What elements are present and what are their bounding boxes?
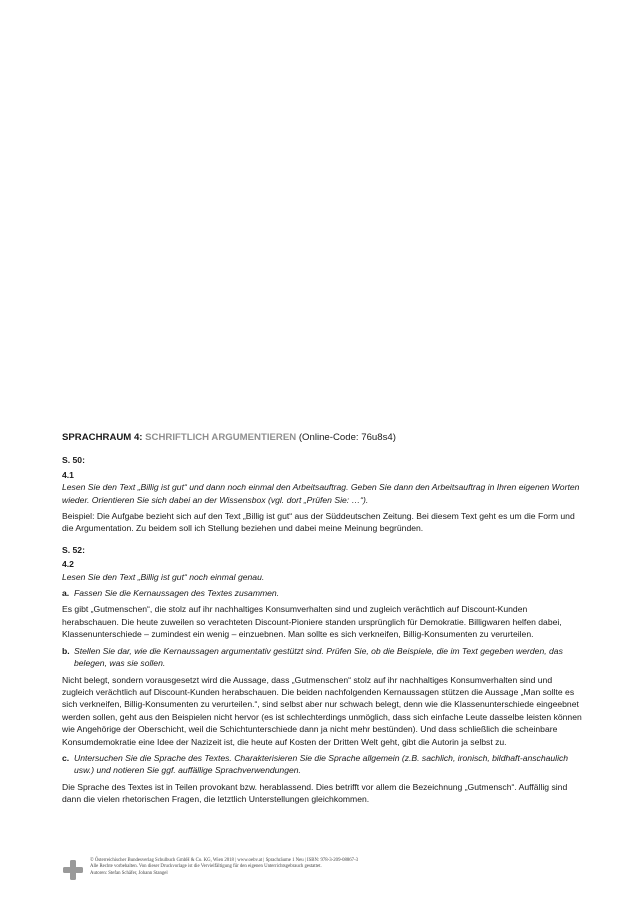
subtask-c-letter: c. — [62, 752, 70, 763]
oebv-logo-icon — [62, 859, 84, 881]
subtask-a-text: Fassen Sie die Kernaussagen des Textes zusammen. — [74, 588, 280, 599]
subtask-b-text: Stellen Sie dar, wie die Kernaussagen argumentativ gestützt sind. Prüfen Sie, ob die Beispiele, die im Text gegeben werden, das belegen, was sie sollen. — [74, 645, 563, 669]
answer-b: Nicht belegt, sondern vorausgesetzt wird die Aussage, dass „Gutmenschen“ stolz auf ihr nachhaltiges Konsumverhalten sind und zugleich verächtlich auf Discount-Kunden herabschauen. Die beiden nachfolgenden Kernaussagen stützen die Aussage „Man sollte es sich verkneifen, Billig-Konsumenten zu verurteilen.“, sind selbst aber nur schwach belegt, denn wie die Klassenunterschiede eingeebnet werden sollen, geht aus den Beispielen nicht hervor (es ist schlechterdings unmöglich, dass sich einfache Leute dasselbe leisten können wie Angehörige der Oberschicht, weil die Schichtunterschiede dann ja nicht mehr bestünden). Und dass schließlich die scheinbare Konsumdemokratie eine Idee der Nazizeit ist, die heute auf Kosten der Dritten Welt geht, gibt die Autorin ja selbst zu. — [62, 674, 582, 747]
worksheet-content — [62, 432, 582, 806]
subtask-a-letter: a. — [62, 588, 70, 599]
heading-prefix: SPRACHRAUM 4: — [62, 432, 143, 443]
subtask-a — [62, 587, 582, 599]
heading-title: SCHRIFTLICH ARGUMENTIEREN — [145, 432, 297, 443]
online-code: (Online-Code: 76u8s4) — [298, 432, 396, 443]
task-number-4-1: 4.1 — [62, 469, 74, 480]
section-heading — [62, 432, 582, 444]
subtask-b — [62, 645, 582, 670]
footer-text — [90, 858, 358, 877]
page-footer — [62, 858, 582, 881]
task-instruction-4-2: Lesen Sie den Text „Billig ist gut“ noch einmal genau. — [62, 571, 265, 582]
example-answer: Beispiel: Die Aufgabe bezieht sich auf den Text „Billig ist gut“ aus der Süddeutschen Zeitung. Bei diesem Text geht es um die Form und die Argumentation. Zu beidem soll ich Stellung beziehen und dabei meine Meinung begründen. — [62, 511, 575, 534]
footer-copyright: © Österreichischer Bundesverlag Schulbuch GmbH & Co. KG, Wien 2018 | www.oebv.at | Sprachräume 1 Neu | ISBN: 978-3-209-08867-3 — [90, 858, 359, 863]
page-ref-s52: S. 52: — [62, 544, 85, 555]
page-ref-s50: S. 50: — [62, 455, 85, 466]
subtask-b-letter: b. — [62, 645, 70, 656]
task-number-4-2: 4.2 — [62, 559, 74, 570]
answer-c: Die Sprache des Textes ist in Teilen provokant bzw. herablassend. Dies betrifft vor allem die Bezeichnung „Gutmensch“. Auffällig sind dann die vielen rhetorischen Fragen, die letztlich Unterstellungen gleichkommen. — [62, 781, 568, 805]
footer-rights: Alle Rechte vorbehalten. Von dieser Druckvorlage ist die Vervielfältigung für den eigenen Unterrichtsgebrauch gestattet. — [90, 864, 322, 870]
subtask-c — [62, 752, 582, 777]
answer-a: Es gibt „Gutmenschen“, die stolz auf ihr nachhaltiges Konsumverhalten sind und zugleich verächtlich auf Discount-Kunden herabschauen. Die heute zuweilen so verachteten Discount-Pioniere standen ursprünglich für Demokratie. Billigwaren helfen dabei, Klassenunterschiede – zumindest ein wenig – einzuebnen. Man sollte es sich verkneifen, Billig-Konsumenten zu verurteilen. — [62, 604, 562, 640]
task-instruction-4-1: Lesen Sie den Text „Billig ist gut“ und dann noch einmal den Arbeitsauftrag. Geben Sie dann den Arbeitsauftrag in Ihren eigenen Worten wieder. Orientieren Sie sich dabei an der Wissensbox (vgl. dort „Prüfen Sie: …“). — [62, 482, 580, 505]
subtask-c-text: Untersuchen Sie die Sprache des Textes. Charakterisieren Sie die Sprache allgemein (z.B. sachlich, ironisch, bildhaft-anschaulich usw.) und notieren Sie ggf. auffällige Sprachverwendungen. — [74, 752, 569, 776]
footer-authors: Autoren: Stefan Schäfer, Johann Stangel — [90, 870, 168, 876]
